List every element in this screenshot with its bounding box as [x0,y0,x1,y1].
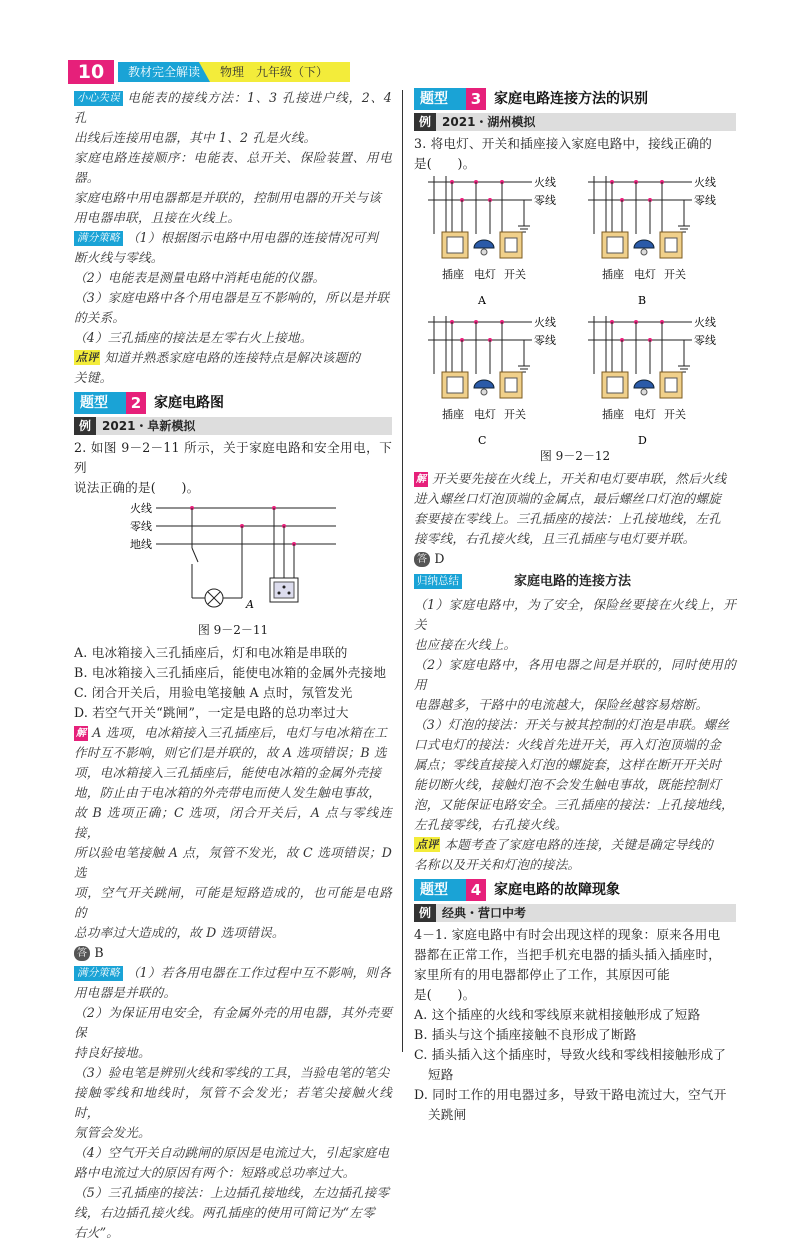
example-source: 2021・阜新模拟 [102,419,196,433]
caution-tag: 小心失误 [74,91,123,106]
strategy-line: 线，右边插孔接火线。两孔插座的使用可简记为“左零 [74,1205,375,1220]
caution-line: 家庭电路连接顺序：电能表、总开关、保险装置、用电器。 [74,150,392,185]
lamp-bulb [641,249,647,255]
example-bar [414,904,736,922]
strategy-line: （5）三孔插座的接法：上边插孔接地线，左边插孔接零 [74,1185,390,1200]
neutral-wire-label: 零线 [534,194,556,207]
neutral-wire-label: 零线 [694,194,716,207]
comment-line: 本题考查了家庭电路的连接，关键是确定导线的 [444,837,714,852]
socket-label: 插座 [602,268,624,281]
summary-line: （1）家庭电路中，为了安全，保险丝要接在火线上，开关 [414,597,736,632]
example-source: 经典・营口中考 [442,906,527,920]
solution-line: 开关要先接在火线上，开关和电灯要串联，然后火线 [432,471,727,486]
summary-line: 能切断火线，接触灯泡不会发生触电事故，既能控制灯 [414,777,722,792]
neutral-wire-label: 零线 [534,334,556,347]
lamp-icon [634,240,654,248]
neutral-wire-label: 零线 [694,334,716,347]
example-source: 2021・湖州模拟 [442,115,536,129]
question-line: 4－1. 家庭电路中有时会出现这样的现象：原来各用电 [414,927,721,942]
strategy-tag: 满分策略 [74,966,123,981]
figure-caption: 图 9－2－11 [197,623,269,637]
question-line: 是( )。 [414,156,476,171]
summary-line: 电器越多，干路中的电流越大，保险丝越容易熔断。 [414,697,709,712]
answer-block [74,943,392,963]
example-tag: 例 [414,113,436,131]
comment-block [74,348,392,388]
example-tag: 例 [74,417,96,435]
left-column [74,88,392,1243]
summary-line: （3）灯泡的接法：开关与被其控制的灯泡是串联。螺丝 [414,717,730,732]
option-a: A. 电冰箱接入三孔插座后，灯和电冰箱是串联的 [74,645,348,660]
strategy-line: （2）为保证用电安全，有金属外壳的用电器，其外壳要保 [74,1005,392,1040]
section-title: 家庭电路连接方法的识别 [494,91,648,107]
switch-face [665,238,677,252]
question-2 [74,438,392,498]
switch-face [505,378,517,392]
strategy-line: 持良好接地。 [74,1045,151,1060]
answer-block [414,549,736,569]
lamp-bulb [641,389,647,395]
summary-line: 属点；零线直接接入灯泡的螺旋套，这样在断开开关时 [414,757,722,772]
strategy-line: 接触零线和地线时，氖管不会发光；若笔尖接触火线时， [74,1085,392,1120]
answer-value: B [94,945,104,960]
section-heading-4 [414,879,736,901]
strategy-line: （1）若各用电器在工作过程中互不影响，则各 [126,965,391,980]
strategy-line: 断火线与零线。 [74,250,164,265]
caution-line: 出线后连接用电器，其中 1、2 孔是火线。 [74,130,317,145]
option-d-cont: 关跳闸 [428,1107,467,1122]
section-heading-3 [414,88,736,110]
question-line: 是( )。 [414,987,476,1002]
summary-line: 也应接在火线上。 [414,637,517,652]
socket-face [607,377,623,393]
switch-face [505,238,517,252]
summary-line: 左孔接零线，右孔接火线。 [414,817,568,832]
lamp-icon [474,380,494,388]
comment-line: 名称以及开关和灯泡的接法。 [414,857,581,872]
ground-wire-label: 地线 [130,538,152,551]
summary-heading [414,572,736,592]
solution-line: 项，电冰箱接入三孔插座后，能使电冰箱的金属外壳接 [74,765,382,780]
lamp-label: 电灯 [474,268,496,281]
switch-label: 开关 [504,268,526,281]
section-label: 题型 [414,879,472,901]
live-wire-label: 火线 [534,316,556,329]
switch-label: 开关 [664,408,686,421]
socket-face [447,377,463,393]
caution-block [74,88,392,228]
strategy-line: （4）三孔插座的接法是左零右火上接地。 [74,330,313,345]
lamp-label: 电灯 [634,408,656,421]
column-divider [402,90,403,1052]
answer-tag: 答 [74,946,90,961]
solution-line: 总功率过大造成的，故 D 选项错误。 [74,925,285,940]
question-line: 器都在正常工作，当把手机充电器的插头插入插座时， [414,947,722,962]
page-header [68,60,350,84]
summary-line: 口式电灯的接法：火线首先进开关，再入灯泡顶端的金 [414,737,722,752]
panel-label: D [638,434,647,447]
option-d: D. 若空气开关“跳闸”，一定是电路的总功率过大 [74,705,349,720]
section-title: 家庭电路图 [154,395,224,411]
option-b: B. 插头与这个插座接触不良形成了断路 [414,1027,637,1042]
caution-line: 用电器串联，且接在火线上。 [74,210,241,225]
comment-line: 知道并熟悉家庭电路的连接特点是解决该题的 [104,350,361,365]
figure-9-2-11 [74,498,392,618]
live-wire-label: 火线 [534,176,556,189]
switch-face [665,378,677,392]
question-4-options [414,1005,736,1125]
example-bar [414,113,736,131]
socket-face [447,237,463,253]
lamp-icon [634,380,654,388]
lamp-label: 电灯 [634,268,656,281]
comment-tag: 点评 [76,351,99,364]
socket-face [607,237,623,253]
question-3 [414,134,736,174]
solution-block [414,469,736,549]
book-title: 教材完全解读 [128,65,201,79]
strategy-block [74,228,392,348]
switch-label: 开关 [664,268,686,281]
strategy-tag: 满分策略 [74,231,123,246]
panel-label: B [638,294,647,307]
section-number: 2 [126,392,146,414]
example-tag: 例 [414,904,436,922]
answer-tag: 答 [414,552,430,567]
lamp-bulb [481,249,487,255]
question-2-options [74,643,392,723]
summary-tag: 归纳总结 [414,574,462,589]
socket-face [274,582,294,598]
comment-line: 关键。 [74,370,113,385]
solution-line: 作时互不影响，则它们是并联的，故 A 选项错误；B 选 [74,745,387,760]
strategy-line: 路中电流过大的原因有两个：短路或总功率过大。 [74,1165,356,1180]
comment-block [414,835,736,875]
example-bar [74,417,392,435]
section-label: 题型 [74,392,132,414]
question-4 [414,925,736,1005]
solution-line: 故 B 选项正确；C 选项，闭合开关后，A 点与零线连接， [74,805,392,840]
strategy-line: 用电器是并联的。 [74,985,177,1000]
strategy-line: （2）电能表是测量电路中消耗电能的仪器。 [74,270,326,285]
solution-line: 项，空气开关跳闸，可能是短路造成的，也可能是电路的 [74,885,392,920]
solution-tag: 解 [76,728,87,739]
option-c: C. 闭合开关后，用验电笔接触 A 点时，氖管发光 [74,685,353,700]
section-number: 3 [466,88,486,110]
summary-block [414,595,736,835]
question-line: 家里所有的用电器都停止了工作，其原因可能 [414,967,670,982]
subject-grade: 物理 九年级（下） [220,65,329,79]
summary-line: （2）家庭电路中，各用电器之间是并联的，同时使用的用 [414,657,736,692]
socket-hole [283,586,286,589]
solution-line: A 选项，电冰箱接入三孔插座后，电灯与电冰箱在工 [92,725,388,740]
figure-9-2-12 [414,174,736,447]
solution-line: 所以验电笔接触 A 点，氖管不发光，故 C 选项错误；D 选 [74,845,392,880]
summary-line: 泡，又能保证电路安全。三孔插座的接法：上孔接地线， [414,797,734,812]
option-b: B. 电冰箱接入三孔插座后，能使电冰箱的金属外壳接地 [74,665,387,680]
lamp-icon [474,240,494,248]
panel-label: C [478,434,487,447]
solution-line: 套要接在零线上。三孔插座的接法：上孔接地线，左孔 [414,511,722,526]
switch-icon [192,548,198,562]
strategy2-block [74,963,392,1243]
switch-label: 开关 [504,408,526,421]
lamp-bulb [481,389,487,395]
figure-caption: 图 9－2－12 [539,449,611,463]
solution-line: 进入螺丝口灯泡顶端的金属点，最后螺丝口灯泡的螺旋 [414,491,722,506]
strategy-line: （3）家庭电路中各个用电器是互不影响的，所以是并联 [74,290,390,305]
strategy-line: 右火”。 [74,1225,120,1240]
section-label: 题型 [414,88,472,110]
solution-tag: 解 [416,474,427,485]
live-wire-label: 火线 [694,176,716,189]
question-line: 2. 如图 9－2－11 所示，关于家庭电路和安全用电，下列 [74,440,392,475]
socket-label: 插座 [602,408,624,421]
option-a: A. 这个插座的火线和零线原来就相接触形成了短路 [414,1007,701,1022]
comment-tag: 点评 [416,838,439,851]
answer-value: D [434,551,445,566]
socket-hole [278,592,281,595]
strategy-line: 的关系。 [74,310,126,325]
question-line: 3. 将电灯、开关和插座接入家庭电路中，接线正确的 [414,136,713,151]
strategy-line: 氖管会发光。 [74,1125,151,1140]
solution-line: 地，防止由于电冰箱的外壳带电而使人发生触电事故， [74,785,382,800]
option-c: C. 插头插入这个插座时，导致火线和零线相接触形成了 [414,1047,727,1062]
lamp-label: 电灯 [474,408,496,421]
socket-label: 插座 [442,268,464,281]
page-number: 10 [68,60,114,84]
section-heading-2 [74,392,392,414]
option-d: D. 同时工作的用电器过多，导致干路电流过大，空气开 [414,1087,727,1102]
live-wire-label: 火线 [694,316,716,329]
caution-line: 电能表的接线方法：1、3 孔接进户线，2、4 孔 [74,90,392,125]
caution-line: 家庭电路中用电器都是并联的，控制用电器的开关与该 [74,190,382,205]
live-wire-label: 火线 [130,502,152,515]
summary-title: 家庭电路的连接方法 [514,574,632,589]
solution-block [74,723,392,943]
option-c-cont: 短路 [428,1067,454,1082]
solution-line: 接零线，右孔接火线，且三孔插座与电灯要并联。 [414,531,696,546]
neutral-wire-label: 零线 [130,520,152,533]
right-column [414,88,736,1125]
socket-label: 插座 [442,408,464,421]
point-a-label: A [246,598,254,611]
socket-hole [288,592,291,595]
strategy-line: （4）空气开关自动跳闸的原因是电流过大，引起家庭电 [74,1145,390,1160]
strategy-line: （1）根据图示电路中用电器的连接情况可判 [126,230,379,245]
panel-label: A [478,294,486,307]
section-number: 4 [466,879,486,901]
question-line: 说法正确的是( )。 [74,480,200,495]
strategy-line: （3）验电笔是辨别火线和零线的工具，当验电笔的笔尖 [74,1065,390,1080]
section-title: 家庭电路的故障现象 [494,882,620,898]
